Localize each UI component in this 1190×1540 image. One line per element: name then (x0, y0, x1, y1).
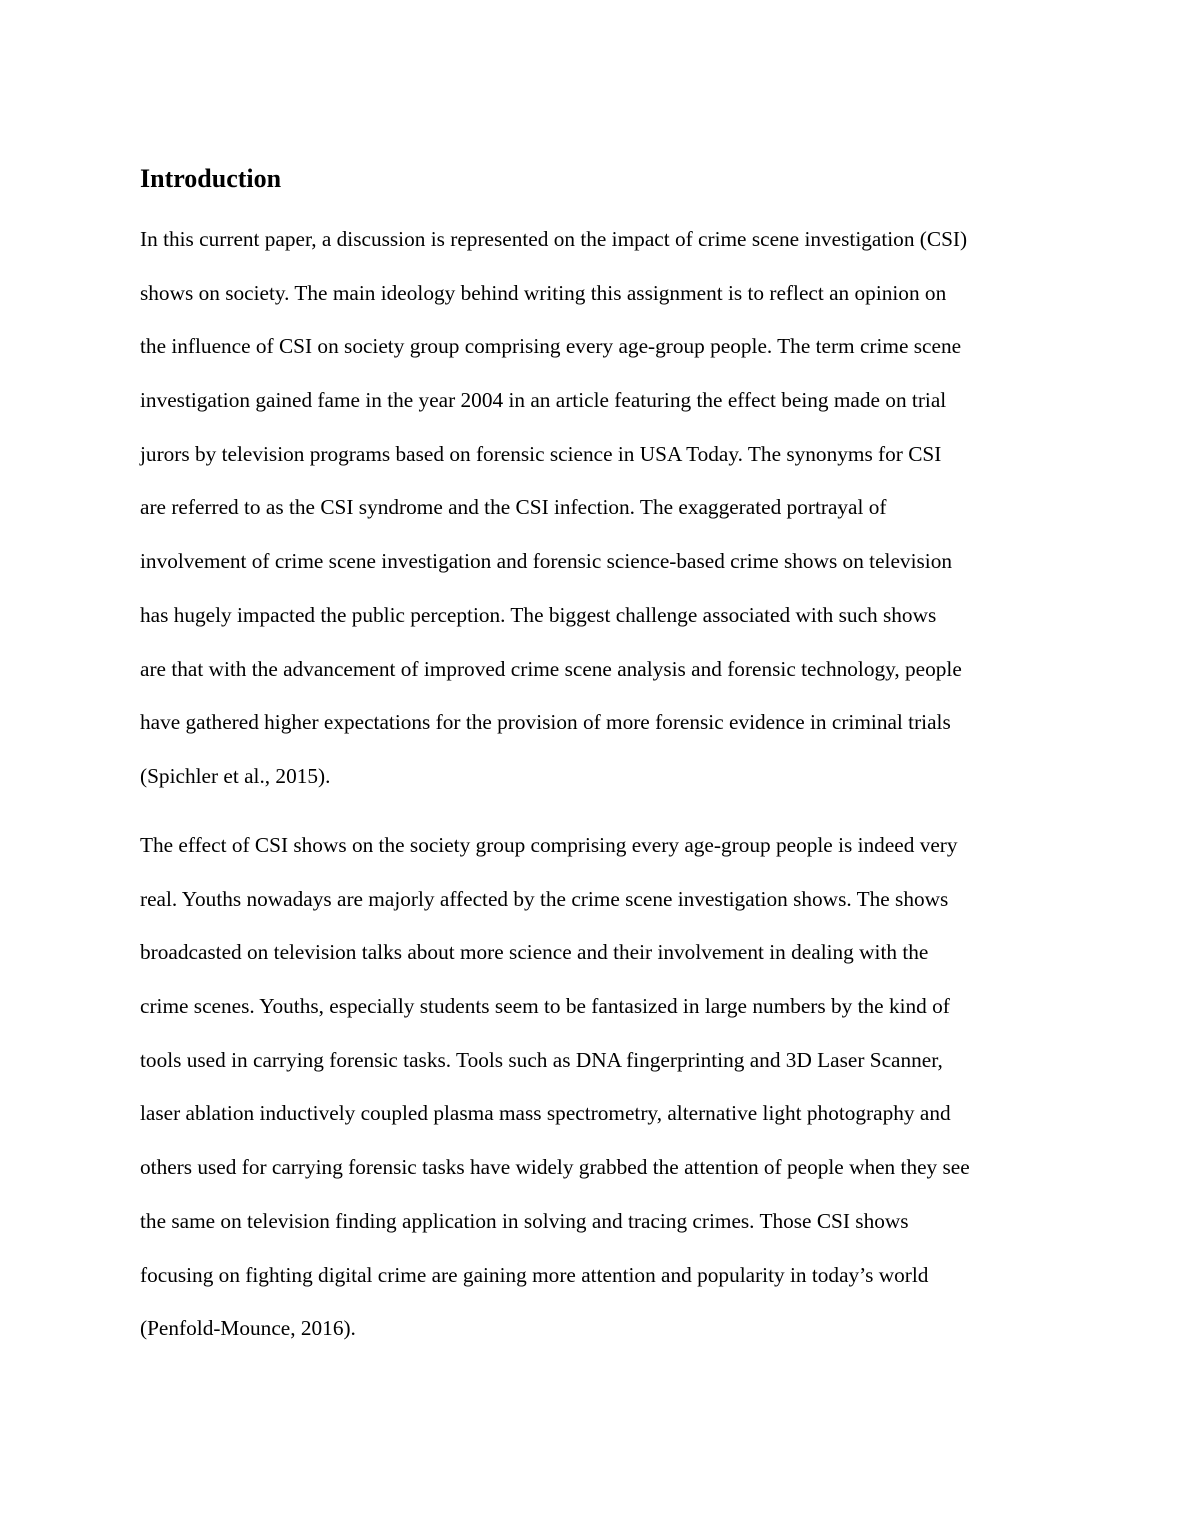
paragraph-line: real. Youths nowadays are majorly affected by the crime scene investigation shows. The shows (140, 886, 949, 911)
paragraph-line: crime scenes. Youths, especially students seem to be fantasized in large numbers by the kind of (140, 994, 950, 1019)
paragraph-line: the influence of CSI on society group comprising every age-group people. The term crime scene (140, 334, 962, 359)
paragraph-line: The effect of CSI shows on the society group comprising every age-group people is indeed very (140, 833, 958, 857)
paragraph-line: tools used in carrying forensic tasks. Tools such as DNA fingerprinting and 3D Laser Scanner, (140, 1047, 943, 1072)
paragraph-2 (140, 819, 970, 1356)
paragraph-line: the same on television finding application in solving and tracing crimes. Those CSI shows (140, 1208, 909, 1233)
paragraph-line: In this current paper, a discussion is represented on the impact of crime scene investigation (CSI) (140, 227, 968, 251)
paragraph-line: are referred to as the CSI syndrome and the CSI infection. The exaggerated portrayal of (140, 495, 887, 520)
paragraph-line: jurors by television programs based on forensic science in USA Today. The synonyms for CSI (140, 441, 942, 466)
paragraph-line: investigation gained fame in the year 2004 in an article featuring the effect being made on trial (140, 388, 947, 413)
paragraph-line: broadcasted on television talks about more science and their involvement in dealing with the (140, 940, 929, 965)
paragraph-line: (Penfold-Mounce, 2016). (140, 1316, 356, 1341)
paragraph-line: involvement of crime scene investigation and forensic science-based crime shows on television (140, 549, 952, 574)
paragraph-1 (140, 213, 967, 804)
paragraph-line: laser ablation inductively coupled plasma mass spectrometry, alternative light photography and (140, 1101, 951, 1126)
paragraph-line: has hugely impacted the public perception. The biggest challenge associated with such shows (140, 602, 937, 627)
paragraph-line: (Spichler et al., 2015). (140, 763, 331, 788)
section-heading: Introduction (140, 164, 282, 193)
paragraph-line: shows on society. The main ideology behind writing this assignment is to reflect an opinion on (140, 280, 947, 305)
paragraph-line: others used for carrying forensic tasks have widely grabbed the attention of people when they see (140, 1155, 970, 1180)
paragraph-line: focusing on fighting digital crime are gaining more attention and popularity in today’s world (140, 1262, 929, 1287)
paragraph-line: have gathered higher expectations for the provision of more forensic evidence in criminal trials (140, 710, 951, 735)
paragraph-line: are that with the advancement of improved crime scene analysis and forensic technology, people (140, 656, 962, 681)
